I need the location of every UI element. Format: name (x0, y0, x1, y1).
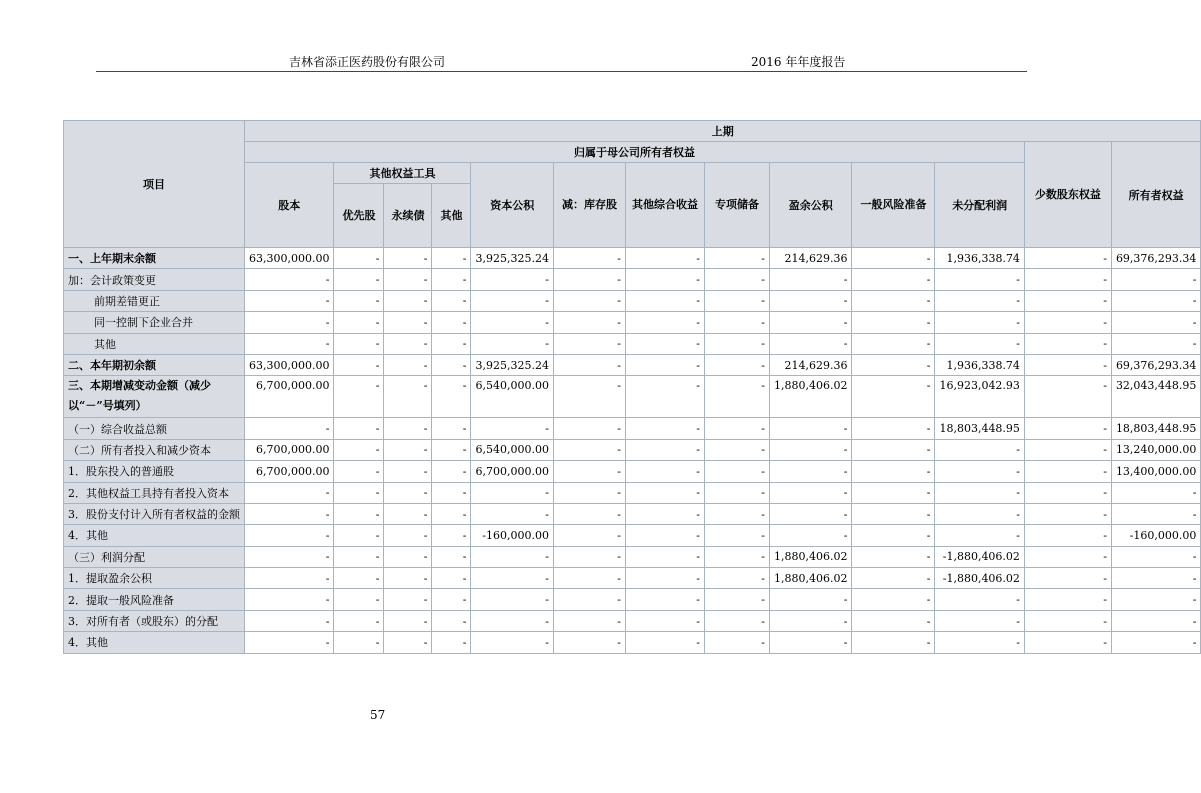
undistributed-profit-header: 未分配利润 (935, 163, 1024, 248)
table-cell: - (553, 482, 625, 503)
row-label: （三）利润分配 (64, 546, 245, 567)
table-cell: - (1111, 632, 1200, 653)
table-cell: - (935, 269, 1024, 290)
table-cell: - (1024, 269, 1111, 290)
table-row (64, 482, 1201, 503)
table-cell: - (935, 333, 1024, 354)
table-cell: 18,803,448.95 (1111, 418, 1200, 439)
table-row (64, 333, 1201, 354)
table-cell: - (1024, 333, 1111, 354)
table-cell: - (1024, 461, 1111, 482)
special-reserve-header: 专项储备 (704, 163, 769, 248)
table-cell: - (553, 503, 625, 524)
table-row (64, 632, 1201, 653)
table-cell: - (245, 482, 334, 503)
row-label: 前期差错更正 (64, 290, 245, 311)
preferred-stock-header: 优先股 (334, 184, 384, 248)
table-cell: - (1024, 439, 1111, 460)
table-cell: - (1111, 333, 1200, 354)
table-cell: - (553, 461, 625, 482)
table-cell: - (1111, 482, 1200, 503)
table-cell: 13,240,000.00 (1111, 439, 1200, 460)
table-cell: 6,700,000.00 (245, 439, 334, 460)
table-cell: - (384, 248, 432, 269)
table-cell: - (432, 546, 471, 567)
table-cell: - (384, 568, 432, 589)
table-cell: - (553, 290, 625, 311)
table-cell: - (852, 503, 935, 524)
table-cell: - (384, 461, 432, 482)
table-row (64, 439, 1201, 460)
table-cell: - (553, 376, 625, 418)
table-cell: - (1024, 568, 1111, 589)
table-cell: - (1024, 248, 1111, 269)
table-cell: - (384, 482, 432, 503)
table-cell: - (432, 333, 471, 354)
table-cell: - (245, 589, 334, 610)
table-cell: - (471, 632, 553, 653)
table-cell: 63,300,000.00 (245, 248, 334, 269)
table-cell: - (852, 525, 935, 546)
table-cell: - (704, 610, 769, 631)
table-cell: - (384, 376, 432, 418)
other-tool-header: 其他 (432, 184, 471, 248)
table-cell: 1,880,406.02 (769, 376, 851, 418)
table-row (64, 568, 1201, 589)
table-cell: - (704, 589, 769, 610)
table-cell: - (704, 290, 769, 311)
table-cell: - (852, 312, 935, 333)
table-cell: - (384, 269, 432, 290)
table-cell: 18,803,448.95 (935, 418, 1024, 439)
table-cell: 6,540,000.00 (471, 439, 553, 460)
table-cell: 1,880,406.02 (769, 546, 851, 567)
table-cell: - (553, 248, 625, 269)
table-cell: - (769, 525, 851, 546)
item-header: 项目 (64, 121, 245, 248)
table-row (64, 461, 1201, 482)
table-cell: - (704, 632, 769, 653)
table-cell: - (935, 589, 1024, 610)
table-cell: 214,629.36 (769, 354, 851, 375)
table-cell: - (704, 248, 769, 269)
table-cell: - (935, 482, 1024, 503)
table-cell: - (625, 589, 704, 610)
table-cell: - (553, 333, 625, 354)
table-cell: - (852, 354, 935, 375)
oci-header: 其他综合收益 (625, 163, 704, 248)
table-cell: - (1024, 312, 1111, 333)
table-cell: - (432, 354, 471, 375)
table-cell: - (852, 610, 935, 631)
table-row (64, 503, 1201, 524)
table-cell: - (704, 461, 769, 482)
table-cell: - (704, 525, 769, 546)
table-cell: - (769, 418, 851, 439)
table-cell: - (384, 312, 432, 333)
table-cell: - (334, 418, 384, 439)
table-cell: - (852, 568, 935, 589)
row-label: 3．对所有者（或股东）的分配 (64, 610, 245, 631)
table-cell: - (384, 503, 432, 524)
table-cell: - (432, 290, 471, 311)
table-cell: - (432, 632, 471, 653)
table-cell: - (704, 439, 769, 460)
table-cell: - (432, 503, 471, 524)
table-cell: - (334, 461, 384, 482)
table-cell: - (625, 482, 704, 503)
table-cell: - (935, 610, 1024, 631)
table-cell: - (852, 290, 935, 311)
row-label: 2．提取一般风险准备 (64, 589, 245, 610)
header-divider (96, 71, 1027, 72)
table-cell: - (1111, 568, 1200, 589)
table-cell: - (245, 610, 334, 631)
table-cell: - (1024, 376, 1111, 418)
page-number: 57 (370, 708, 386, 722)
table-row (64, 376, 1201, 418)
table-cell: - (1024, 482, 1111, 503)
table-cell: - (852, 546, 935, 567)
table-cell: - (245, 503, 334, 524)
table-cell: - (471, 333, 553, 354)
table-cell: - (769, 632, 851, 653)
table-cell: - (769, 290, 851, 311)
table-cell: - (334, 482, 384, 503)
table-cell: - (432, 610, 471, 631)
table-row (64, 418, 1201, 439)
table-cell: - (1111, 610, 1200, 631)
table-row (64, 290, 1201, 311)
surplus-reserve-header: 盈余公积 (769, 163, 851, 248)
table-cell: - (1024, 525, 1111, 546)
table-cell: - (852, 439, 935, 460)
table-cell: - (334, 589, 384, 610)
row-label: 1．股东投入的普通股 (64, 461, 245, 482)
table-cell: - (852, 589, 935, 610)
table-cell: - (625, 503, 704, 524)
table-cell: 63,300,000.00 (245, 354, 334, 375)
table-cell: 16,923,042.93 (935, 376, 1024, 418)
table-cell: - (704, 503, 769, 524)
table-cell: - (384, 418, 432, 439)
table-cell: - (432, 312, 471, 333)
table-row (64, 312, 1201, 333)
table-cell: - (384, 290, 432, 311)
row-label: 2．其他权益工具持有者投入资本 (64, 482, 245, 503)
table-cell: - (245, 418, 334, 439)
table-cell: - (625, 354, 704, 375)
share-capital-header: 股本 (245, 163, 334, 248)
table-cell: 1,880,406.02 (769, 568, 851, 589)
table-cell: - (1111, 589, 1200, 610)
row-label: （一）综合收益总额 (64, 418, 245, 439)
table-cell: - (852, 248, 935, 269)
table-cell: - (852, 418, 935, 439)
table-cell: - (769, 439, 851, 460)
table-cell: - (245, 525, 334, 546)
table-cell: -1,880,406.02 (935, 568, 1024, 589)
table-cell: - (1024, 610, 1111, 631)
table-cell: - (1111, 269, 1200, 290)
table-cell: - (471, 418, 553, 439)
table-cell: - (245, 632, 334, 653)
table-cell: 6,700,000.00 (471, 461, 553, 482)
table-cell: - (432, 439, 471, 460)
table-cell: - (334, 525, 384, 546)
total-equity-header: 所有者权益 (1111, 142, 1200, 248)
table-cell: - (384, 632, 432, 653)
table-cell: - (625, 568, 704, 589)
table-cell: - (625, 418, 704, 439)
table-cell: - (432, 568, 471, 589)
table-cell: 13,400,000.00 (1111, 461, 1200, 482)
table-cell: 6,700,000.00 (245, 376, 334, 418)
table-cell: 1,936,338.74 (935, 248, 1024, 269)
table-cell: - (553, 525, 625, 546)
table-cell: - (553, 269, 625, 290)
table-cell: - (769, 610, 851, 631)
row-label: 同一控制下企业合并 (64, 312, 245, 333)
table-cell: - (432, 376, 471, 418)
table-cell: - (704, 482, 769, 503)
table-cell: - (625, 632, 704, 653)
table-cell: - (334, 290, 384, 311)
row-label: 加：会计政策变更 (64, 269, 245, 290)
table-cell: -1,880,406.02 (935, 546, 1024, 567)
table-cell: - (334, 269, 384, 290)
table-cell: 32,043,448.95 (1111, 376, 1200, 418)
table-cell: 6,540,000.00 (471, 376, 553, 418)
table-body (64, 248, 1201, 654)
table-cell: - (471, 290, 553, 311)
table-cell: - (432, 482, 471, 503)
table-cell: - (852, 376, 935, 418)
row-label: 二、本年期初余额 (64, 354, 245, 375)
table-cell: - (852, 461, 935, 482)
table-cell: - (1024, 354, 1111, 375)
table-cell: - (553, 632, 625, 653)
table-cell: - (935, 632, 1024, 653)
table-cell: - (384, 439, 432, 460)
table-cell: 3,925,325.24 (471, 354, 553, 375)
table-cell: - (334, 354, 384, 375)
row-label: 其他 (64, 333, 245, 354)
table-cell: - (245, 312, 334, 333)
table-row (64, 589, 1201, 610)
table-cell: - (935, 461, 1024, 482)
table-cell: - (432, 525, 471, 546)
table-cell: - (625, 461, 704, 482)
table-cell: - (334, 568, 384, 589)
table-cell: - (935, 503, 1024, 524)
table-cell: - (769, 503, 851, 524)
table-cell: - (769, 333, 851, 354)
table-cell: - (334, 312, 384, 333)
table-cell: - (625, 290, 704, 311)
report-title: 2016 年年度报告 (751, 55, 846, 69)
capital-reserve-header: 资本公积 (471, 163, 553, 248)
table-cell: - (471, 269, 553, 290)
parent-equity-header: 归属于母公司所有者权益 (245, 142, 1025, 163)
table-cell: - (553, 312, 625, 333)
table-cell: - (1024, 589, 1111, 610)
table-cell: - (1111, 290, 1200, 311)
period-header: 上期 (245, 121, 1201, 142)
table-cell: - (852, 269, 935, 290)
company-name: 吉林省添正医药股份有限公司 (289, 55, 446, 69)
table-cell: - (384, 546, 432, 567)
table-row (64, 546, 1201, 567)
table-row (64, 525, 1201, 546)
row-label: 4．其他 (64, 632, 245, 653)
table-cell: - (1024, 503, 1111, 524)
row-label: （二）所有者投入和减少资本 (64, 439, 245, 460)
table-cell: - (935, 290, 1024, 311)
table-cell: - (334, 376, 384, 418)
other-equity-tools-header: 其他权益工具 (334, 163, 471, 184)
table-cell: - (769, 589, 851, 610)
table-cell: - (432, 589, 471, 610)
table-cell: - (553, 610, 625, 631)
table-cell: - (553, 418, 625, 439)
table-row (64, 354, 1201, 375)
table-cell: - (935, 525, 1024, 546)
table-cell: - (852, 632, 935, 653)
table-cell: - (704, 568, 769, 589)
row-label: 3．股份支付计入所有者权益的金额 (64, 503, 245, 524)
table-cell: - (1111, 546, 1200, 567)
table-cell: - (471, 503, 553, 524)
table-cell: - (704, 418, 769, 439)
table-cell: - (334, 333, 384, 354)
table-cell: - (432, 461, 471, 482)
table-cell: - (553, 439, 625, 460)
table-cell: - (625, 312, 704, 333)
table-cell: - (1024, 290, 1111, 311)
table-cell: - (245, 333, 334, 354)
table-cell: - (471, 546, 553, 567)
table-cell: - (625, 376, 704, 418)
table-cell: - (334, 546, 384, 567)
table-cell: - (704, 269, 769, 290)
table-cell: - (935, 439, 1024, 460)
table-cell: - (704, 333, 769, 354)
general-risk-header: 一般风险准备 (852, 163, 935, 248)
table-cell: - (553, 354, 625, 375)
table-cell: - (553, 568, 625, 589)
table-cell: 3,925,325.24 (471, 248, 553, 269)
table-cell: - (432, 269, 471, 290)
table-cell: - (471, 568, 553, 589)
table-cell: - (704, 354, 769, 375)
table-cell: - (625, 546, 704, 567)
table-cell: - (704, 312, 769, 333)
equity-change-table (63, 120, 1201, 654)
table-cell: - (625, 525, 704, 546)
table-cell: - (625, 439, 704, 460)
table-cell: - (1024, 632, 1111, 653)
table-row (64, 269, 1201, 290)
table-cell: 69,376,293.34 (1111, 354, 1200, 375)
table-cell: - (334, 248, 384, 269)
table-cell: - (935, 312, 1024, 333)
table-cell: 1,936,338.74 (935, 354, 1024, 375)
table-cell: - (1024, 418, 1111, 439)
table-cell: - (334, 610, 384, 631)
table-cell: - (553, 546, 625, 567)
table-cell: - (471, 482, 553, 503)
table-cell: - (384, 525, 432, 546)
table-cell: - (1024, 546, 1111, 567)
table-cell: -160,000.00 (471, 525, 553, 546)
table-row (64, 610, 1201, 631)
table-cell: - (769, 269, 851, 290)
table-cell: - (245, 568, 334, 589)
table-cell: - (334, 632, 384, 653)
table-cell: - (1111, 312, 1200, 333)
table-cell: - (471, 589, 553, 610)
perpetual-bond-header: 永续债 (384, 184, 432, 248)
row-label: 4．其他 (64, 525, 245, 546)
table-cell: - (769, 482, 851, 503)
table-cell: - (471, 312, 553, 333)
table-cell: - (852, 333, 935, 354)
table-cell: - (769, 461, 851, 482)
table-cell: - (334, 439, 384, 460)
treasury-stock-header: 减：库存股 (553, 163, 625, 248)
table-cell: - (704, 546, 769, 567)
minority-interest-header: 少数股东权益 (1024, 142, 1111, 248)
table-cell: - (704, 376, 769, 418)
table-cell: -160,000.00 (1111, 525, 1200, 546)
table-row (64, 248, 1201, 269)
table-cell: - (553, 589, 625, 610)
table-cell: 6,700,000.00 (245, 461, 334, 482)
table-cell: 214,629.36 (769, 248, 851, 269)
table-cell: - (384, 589, 432, 610)
row-label: 1．提取盈余公积 (64, 568, 245, 589)
table-cell: - (245, 269, 334, 290)
table-cell: - (334, 503, 384, 524)
table-cell: - (384, 354, 432, 375)
table-cell: 69,376,293.34 (1111, 248, 1200, 269)
row-label: 三、本期增减变动金额（减少以“－”号填列） (64, 376, 245, 418)
table-cell: - (852, 482, 935, 503)
table-cell: - (769, 312, 851, 333)
table-cell: - (625, 269, 704, 290)
table-cell: - (1111, 503, 1200, 524)
table-cell: - (471, 610, 553, 631)
table-cell: - (625, 333, 704, 354)
table-cell: - (625, 610, 704, 631)
table-cell: - (384, 333, 432, 354)
table-cell: - (245, 546, 334, 567)
table-cell: - (432, 248, 471, 269)
table-cell: - (384, 610, 432, 631)
table-cell: - (432, 418, 471, 439)
table-cell: - (245, 290, 334, 311)
table-cell: - (625, 248, 704, 269)
row-label: 一、上年期末余额 (64, 248, 245, 269)
